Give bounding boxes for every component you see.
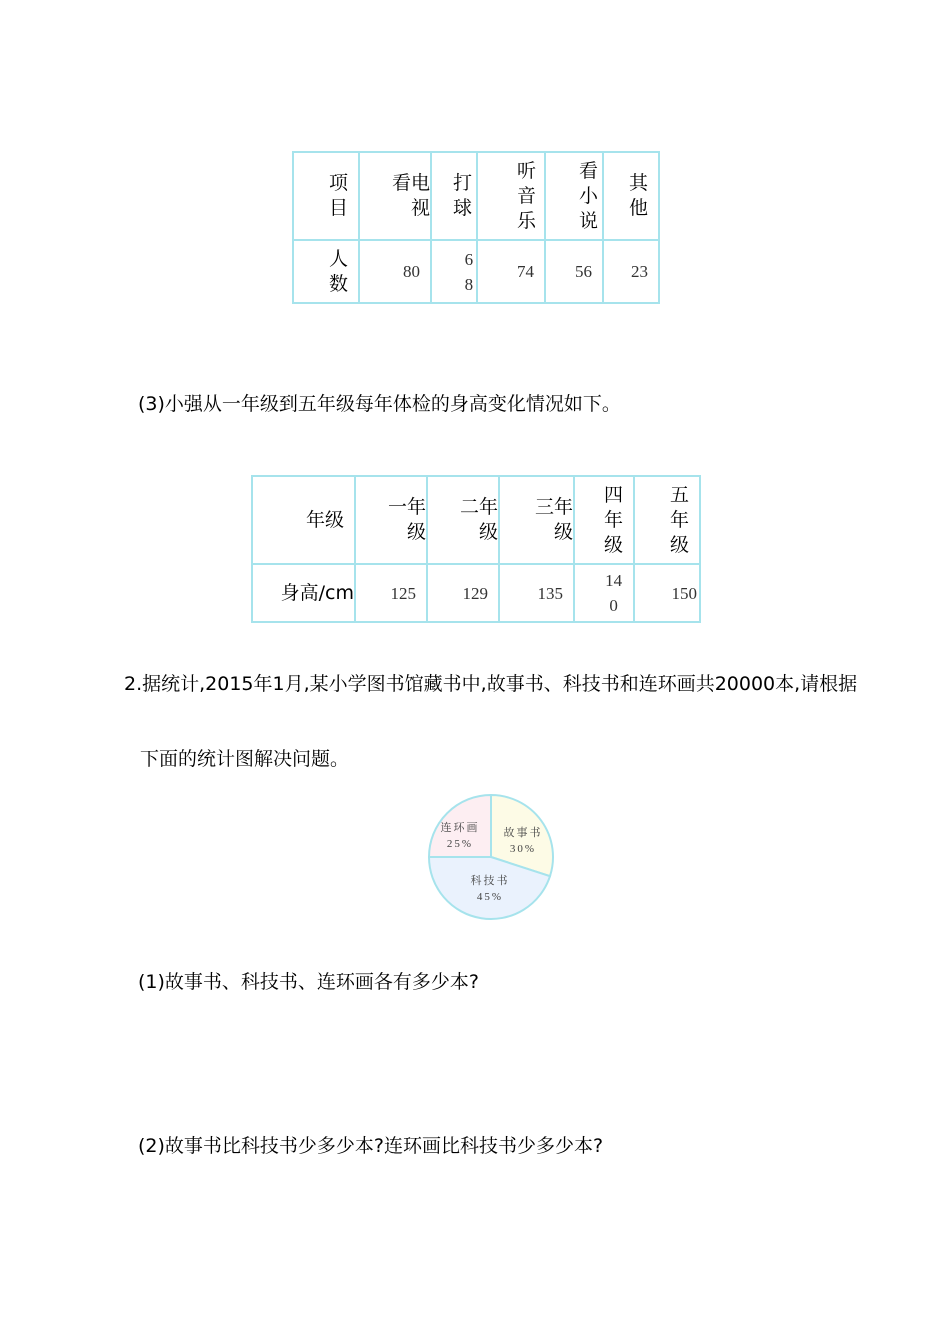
question-3: (3)小强从一年级到五年级每年体检的身高变化情况如下。	[138, 393, 621, 415]
value-music: 74	[477, 240, 545, 303]
question-2: (2)故事书比科技书少多少本?连环画比科技书少多少本?	[138, 1135, 604, 1157]
header-cell-tv: 看电视	[359, 152, 431, 240]
value-grade4: 140	[574, 564, 634, 622]
book-pie-chart	[425, 793, 559, 923]
problem-2-line-1: 2.据统计,2015年1月,某小学图书馆藏书中,故事书、科技书和连环画共20000本,请根据	[124, 673, 858, 695]
value-grade1: 125	[355, 564, 427, 622]
value-ball: 68	[431, 240, 477, 303]
header-cell-grade3: 三年级	[499, 476, 574, 564]
row-label-count: 人数	[293, 240, 359, 303]
row-label-height: 身高/cm	[252, 564, 355, 622]
header-cell-grade4: 四年级	[574, 476, 634, 564]
value-novel: 56	[545, 240, 603, 303]
value-grade3: 135	[499, 564, 574, 622]
header-cell-music: 听音乐	[477, 152, 545, 240]
pie-label-comic: 连环画 25%	[440, 821, 480, 850]
header-cell-grade5: 五年级	[634, 476, 700, 564]
header-cell-ball: 打球	[431, 152, 477, 240]
pie-label-science: 科技书 45%	[470, 874, 510, 903]
question-1: (1)故事书、科技书、连环画各有多少本?	[138, 971, 479, 993]
height-table	[251, 475, 701, 623]
value-tv: 80	[359, 240, 431, 303]
problem-2-line-2: 下面的统计图解决问题。	[140, 748, 350, 770]
header-cell-grade2: 二年级	[427, 476, 499, 564]
value-grade5: 150	[634, 564, 700, 622]
value-grade2: 129	[427, 564, 499, 622]
value-other: 23	[603, 240, 659, 303]
pie-label-story: 故事书 30%	[503, 826, 543, 855]
hobby-table	[292, 151, 660, 304]
header-cell-other: 其他	[603, 152, 659, 240]
header-cell-grade: 年级	[252, 476, 355, 564]
header-cell-novel: 看小说	[545, 152, 603, 240]
header-cell-grade1: 一年级	[355, 476, 427, 564]
header-cell-item: 项目	[293, 152, 359, 240]
